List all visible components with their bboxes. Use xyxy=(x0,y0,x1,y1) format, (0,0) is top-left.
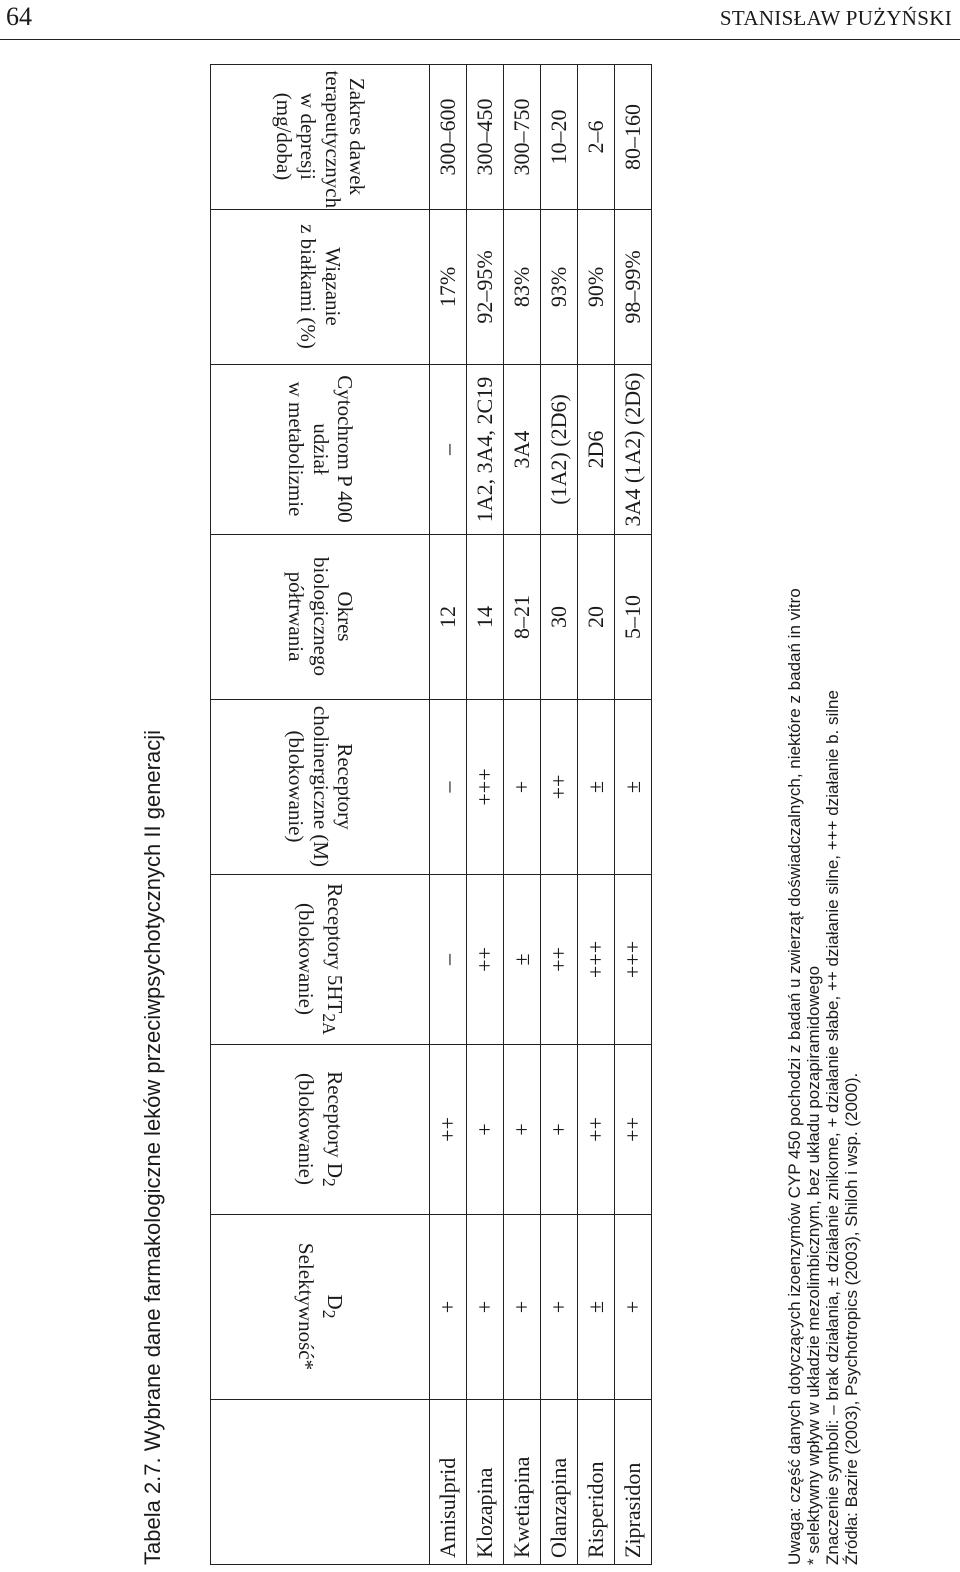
drug-name-cell: Kwetiapina xyxy=(504,1400,541,1565)
column-header-line: półtrwania xyxy=(283,572,308,662)
table-cell: 80–160 xyxy=(615,65,652,210)
column-header-3 xyxy=(211,875,430,1045)
column-header-line: Receptory $5HT_{2A}$ xyxy=(318,883,347,1036)
table-cell: 14 xyxy=(467,535,504,700)
running-title: STANISŁAW PUŻYŃSKI xyxy=(719,6,952,30)
column-header-line: $D_2$ xyxy=(318,1295,347,1319)
column-header-1 xyxy=(211,1215,430,1400)
table-header-row xyxy=(211,65,430,1565)
table-cell: – xyxy=(430,700,467,875)
table-notes xyxy=(785,588,861,1565)
note-remark: Uwaga: część danych dotyczących izoenzymów CYP 450 pochodzi z badań u zwierząt doświadczalnych, niektóre z badań in vitro xyxy=(785,588,804,1565)
table-cell: ++ xyxy=(467,875,504,1045)
note-symbols: Znaczenie symboli: – brak działania, ± działanie znikome, + działanie słabe, ++ działanie silne, +++ działanie b. silne xyxy=(823,690,842,1565)
table-cell: + xyxy=(504,700,541,875)
column-header-line: (blokowanie) xyxy=(293,1073,318,1186)
table-caption: Tabela 2.7. Wybrane dane farmakologiczne leków przeciwpsychotycznych II generacji xyxy=(140,729,165,1565)
table-cell: ± xyxy=(504,875,541,1045)
table-row xyxy=(578,65,615,1565)
column-header-line: z białkami (%) xyxy=(296,224,320,350)
table-cell: ++ xyxy=(430,1045,467,1215)
header-rule xyxy=(0,39,960,40)
table-cell: 90% xyxy=(578,210,615,365)
column-header-line: (blokowanie) xyxy=(293,903,318,1016)
table-cell: + xyxy=(467,1045,504,1215)
table-cell: – xyxy=(430,365,467,535)
drug-name-cell: Olanzapina xyxy=(541,1400,578,1565)
table-cell: + xyxy=(504,1045,541,1215)
table-cell: 300–600 xyxy=(430,65,467,210)
column-header-0 xyxy=(211,1400,430,1565)
table-cell: + xyxy=(430,1215,467,1400)
rotated-table-sheet xyxy=(140,45,960,1565)
table-cell: 10–20 xyxy=(541,65,578,210)
table-cell: 92–95% xyxy=(467,210,504,365)
column-header-line: Receptory $D_2$ xyxy=(318,1071,347,1188)
table-cell: ++ xyxy=(615,1045,652,1215)
table-cell: 12 xyxy=(430,535,467,700)
table-cell: 8–21 xyxy=(504,535,541,700)
table-cell: +++ xyxy=(615,875,652,1045)
note-selectivity: * selektywny wpływ w układzie mezolimbicznym, bez układu pozapiramidowego xyxy=(804,965,823,1565)
table-row xyxy=(467,65,504,1565)
table-cell: 5–10 xyxy=(615,535,652,700)
table-cell: ++ xyxy=(541,875,578,1045)
table-row xyxy=(615,65,652,1565)
column-header-line: Okres xyxy=(332,591,357,643)
table-cell: 3A4 (1A2) (2D6) xyxy=(615,365,652,535)
table-cell: 300–450 xyxy=(467,65,504,210)
column-header-line: Selektywność* xyxy=(293,1243,318,1371)
column-header-line: terapeutycznych xyxy=(320,71,345,209)
table-cell: 3A4 xyxy=(504,365,541,535)
pharmacology-table xyxy=(210,64,652,1565)
table-cell: 1A2, 3A4, 2C19 xyxy=(467,365,504,535)
column-header-line: Receptory xyxy=(332,743,357,831)
table-cell: ± xyxy=(615,700,652,875)
drug-name-cell: Klozapina xyxy=(467,1400,504,1565)
table-cell: (1A2) (2D6) xyxy=(541,365,578,535)
page-number: 64 xyxy=(6,2,32,31)
column-header-4 xyxy=(211,700,430,875)
column-header-6 xyxy=(211,365,430,535)
table-cell: ++ xyxy=(578,1045,615,1215)
table-cell: + xyxy=(541,1215,578,1400)
table-cell: +++ xyxy=(467,700,504,875)
column-header-line: w depresji (mg/doba) xyxy=(271,93,320,181)
table-cell: 2–6 xyxy=(578,65,615,210)
column-header-line: udział xyxy=(308,423,333,476)
table-cell: ++ xyxy=(541,700,578,875)
table-cell: 2D6 xyxy=(578,365,615,535)
column-header-line: Zakres dawek xyxy=(344,78,369,196)
table-cell: 98–99% xyxy=(615,210,652,365)
table-cell: ± xyxy=(578,700,615,875)
table-body xyxy=(430,65,652,1565)
table-cell: 17% xyxy=(430,210,467,365)
table-cell: +++ xyxy=(578,875,615,1045)
table-cell: 93% xyxy=(541,210,578,365)
table-cell: + xyxy=(615,1215,652,1400)
table-cell: 20 xyxy=(578,535,615,700)
table-row xyxy=(541,65,578,1565)
column-header-line: w metabolizmie xyxy=(283,382,308,517)
table-cell: + xyxy=(504,1215,541,1400)
drug-name-cell: Risperidon xyxy=(578,1400,615,1565)
table-row xyxy=(504,65,541,1565)
column-header-7 xyxy=(211,210,430,365)
note-sources: Źródła: Bazire (2003), Psychotropics (2003), Shiloh i wsp. (2000). xyxy=(842,1072,861,1565)
table-row xyxy=(430,65,467,1565)
table-cell: + xyxy=(467,1215,504,1400)
table-cell: 30 xyxy=(541,535,578,700)
table-cell: ± xyxy=(578,1215,615,1400)
drug-name-cell: Amisulprid xyxy=(430,1400,467,1565)
column-header-line: cholinergiczne (M) xyxy=(308,706,333,868)
table-cell: + xyxy=(541,1045,578,1215)
table-cell: 83% xyxy=(504,210,541,365)
column-header-line: biologicznego xyxy=(308,557,333,677)
column-header-2 xyxy=(211,1045,430,1215)
column-header-5 xyxy=(211,535,430,700)
table-cell: 300–750 xyxy=(504,65,541,210)
column-header-line: (blokowanie) xyxy=(283,731,308,843)
column-header-line: Wiązanie xyxy=(320,247,345,327)
column-header-8 xyxy=(211,65,430,210)
drug-name-cell: Ziprasidon xyxy=(615,1400,652,1565)
table-cell: – xyxy=(430,875,467,1045)
column-header-line: Cytochrom P 400 xyxy=(332,375,357,524)
